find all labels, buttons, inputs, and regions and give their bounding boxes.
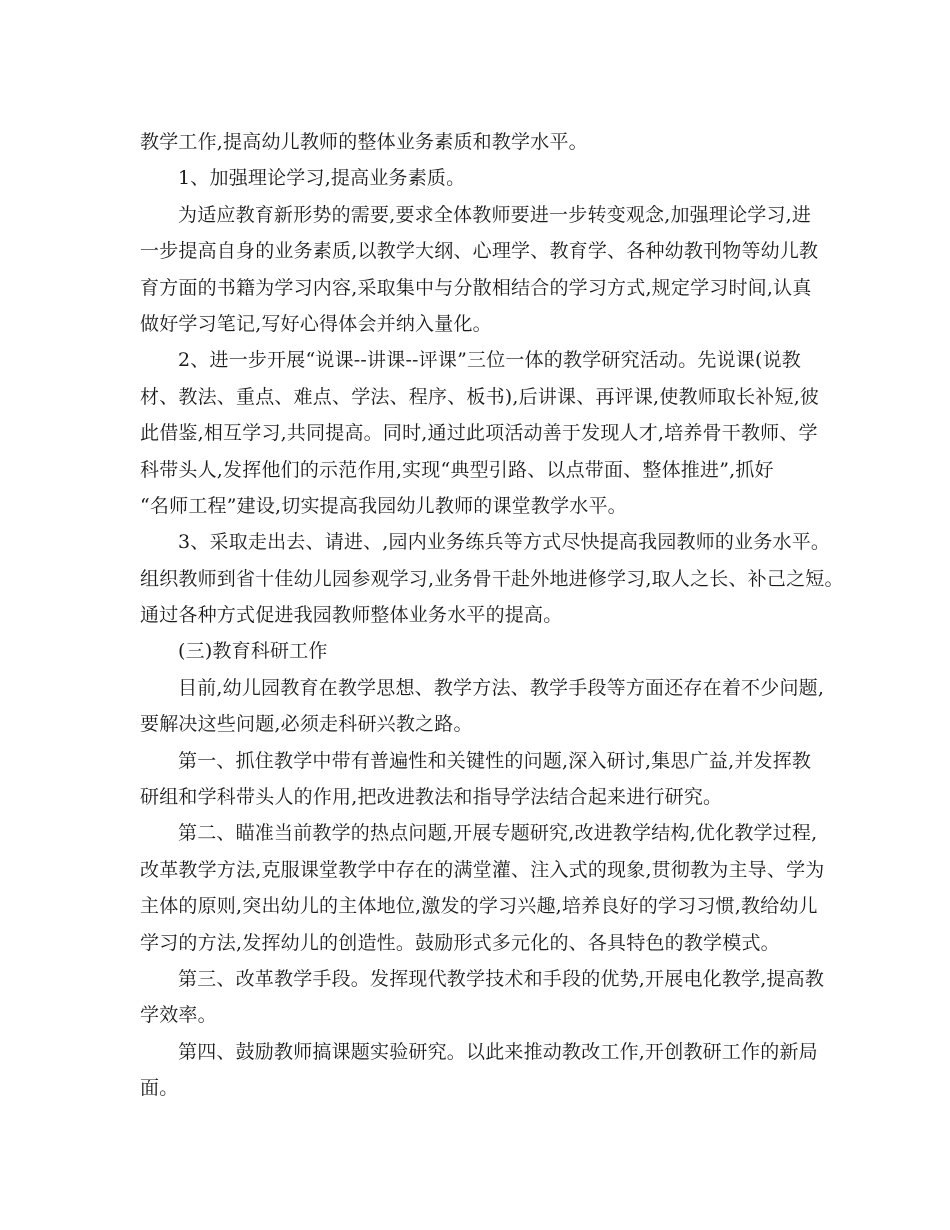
text-line: 组织教师到省十佳幼儿园参观学习,业务骨干赴外地进修学习,取人之长、补己之短。 — [140, 567, 844, 590]
text-line: 做好学习笔记,写好心得体会并纳入量化。 — [140, 312, 492, 335]
text-line: 面。 — [140, 1077, 179, 1100]
text-line: “名师工程”建设,切实提高我园幼儿教师的课堂教学水平。 — [140, 494, 627, 517]
text-line: 学习的方法,发挥幼儿的创造性。鼓励形式多元化的、各具特色的教学模式。 — [140, 931, 780, 954]
text-line: 第二、瞄准当前教学的热点问题,开展专题研究,改进教学结构,优化教学过程, — [178, 822, 818, 845]
text-line: 要解决这些问题,必须走科研兴教之路。 — [140, 713, 473, 736]
text-line: 第四、鼓励教师搞课题实验研究。以此来推动教改工作,开创教研工作的新局 — [178, 1040, 818, 1063]
document-body — [140, 124, 844, 1107]
text-line: 第一、抓住教学中带有普遍性和关键性的问题,深入研讨,集思广益,并发挥教 — [178, 749, 812, 772]
text-line: 3、采取走出去、请进、,园内业务练兵等方式尽快提高我园教师的业务水平。 — [178, 531, 831, 554]
text-line: 研组和学科带头人的作用,把改进教法和指导学法结合起来进行研究。 — [140, 786, 723, 809]
text-line: 为适应教育新形势的需要,要求全体教师要进一步转变观念,加强理论学习,进 — [178, 203, 812, 226]
text-line: 改革教学方法,克服课堂教学中存在的满堂灌、注入式的现象,贯彻教为主导、学为 — [140, 858, 825, 881]
text-line: 育方面的书籍为学习内容,采取集中与分散相结合的学习方式,规定学习时间,认真 — [140, 276, 812, 299]
text-line: 主体的原则,突出幼儿的主体地位,激发的学习兴趣,培养良好的学习习惯,教给幼儿 — [140, 895, 818, 918]
text-line: 1、加强理论学习,提高业务素质。 — [178, 167, 466, 190]
text-line: 此借鉴,相互学习,共同提高。同时,通过此项活动善于发现人才,培养骨干教师、学 — [140, 422, 818, 445]
text-line: 科带头人,发挥他们的示范作用,实现“典型引路、以点带面、整体推进”,抓好 — [140, 458, 774, 481]
text-line: 学效率。 — [140, 1004, 217, 1027]
text-line: 材、教法、重点、难点、学法、程序、板书),后讲课、再评课,使教师取长补短,彼 — [140, 385, 820, 408]
text-line: (三)教育科研工作 — [178, 640, 328, 663]
text-line: 教学工作,提高幼儿教师的整体业务素质和教学水平。 — [140, 131, 588, 153]
text-line: 一步提高自身的业务素质,以教学大纲、心理学、教育学、各种幼教刊物等幼儿教 — [140, 240, 819, 263]
text-line: 通过各种方式促进我园教师整体业务水平的提高。 — [140, 604, 563, 627]
text-line: 目前,幼儿园教育在教学思想、教学方法、教学手段等方面还存在着不少问题, — [178, 676, 825, 699]
text-line: 2、进一步开展“说课--讲课--评课”三位一体的教学研究活动。先说课(说教 — [178, 349, 802, 372]
text-line: 第三、改革教学手段。发挥现代教学技术和手段的优势,开展电化教学,提高教 — [178, 967, 825, 990]
